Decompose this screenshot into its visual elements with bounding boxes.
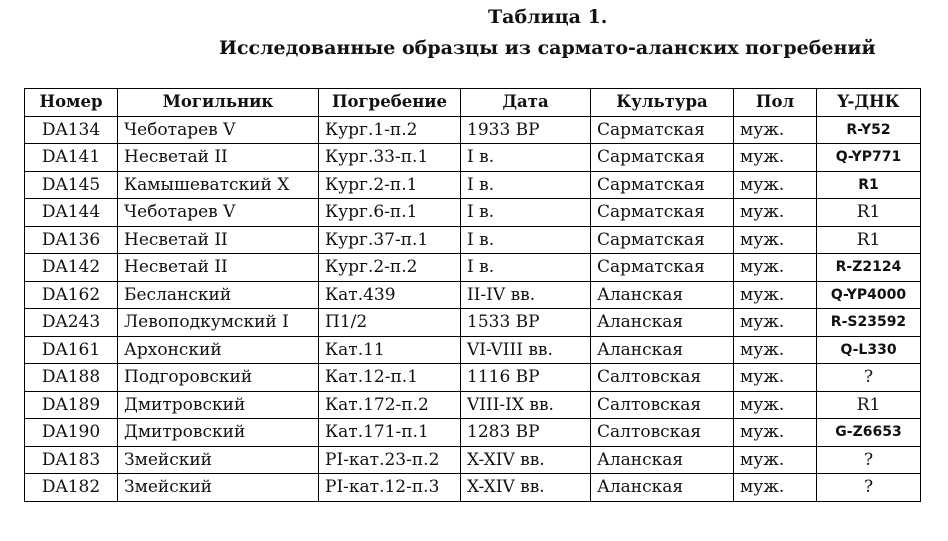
cell-sex: муж. [734, 364, 817, 392]
cell-sex: муж. [734, 336, 817, 364]
cell-site: Змейский [118, 474, 319, 502]
cell-ydna: Q-L330 [817, 336, 921, 364]
cell-number: DA161 [25, 336, 118, 364]
cell-sex: муж. [734, 419, 817, 447]
cell-number: DA134 [25, 116, 118, 144]
cell-sex: муж. [734, 391, 817, 419]
cell-site: Несветай II [118, 254, 319, 282]
cell-culture: Салтовская [591, 364, 734, 392]
cell-ydna: R1 [817, 199, 921, 227]
cell-culture: Аланская [591, 446, 734, 474]
cell-number: DA183 [25, 446, 118, 474]
table-number-title: Таблица 1. [488, 6, 608, 28]
cell-culture: Аланская [591, 336, 734, 364]
column-header-number: Номер [25, 89, 118, 117]
column-header-site: Могильник [118, 89, 319, 117]
cell-culture: Сарматская [591, 254, 734, 282]
cell-ydna: ? [817, 474, 921, 502]
column-header-culture: Культура [591, 89, 734, 117]
cell-culture: Аланская [591, 281, 734, 309]
table-row [25, 199, 921, 227]
cell-burial: Кург.37-п.1 [319, 226, 461, 254]
table-row [25, 446, 921, 474]
cell-number: DA142 [25, 254, 118, 282]
cell-number: DA162 [25, 281, 118, 309]
cell-burial: Кург.6-п.1 [319, 199, 461, 227]
cell-date: I в. [461, 171, 591, 199]
column-header-ydna: Y-ДНК [817, 89, 921, 117]
cell-burial: Кург.33-п.1 [319, 144, 461, 172]
cell-sex: муж. [734, 474, 817, 502]
cell-ydna: ? [817, 364, 921, 392]
cell-date: 1933 BP [461, 116, 591, 144]
table-row [25, 391, 921, 419]
cell-site: Чеботарев V [118, 116, 319, 144]
cell-number: DA136 [25, 226, 118, 254]
table-body [25, 116, 921, 501]
cell-culture: Сарматская [591, 199, 734, 227]
cell-sex: муж. [734, 144, 817, 172]
cell-site: Камышеватский X [118, 171, 319, 199]
column-header-date: Дата [461, 89, 591, 117]
cell-ydna: R-Y52 [817, 116, 921, 144]
table-row [25, 226, 921, 254]
cell-burial: Кург.1-п.2 [319, 116, 461, 144]
table-row [25, 144, 921, 172]
cell-culture: Салтовская [591, 391, 734, 419]
cell-culture: Салтовская [591, 419, 734, 447]
table-row [25, 116, 921, 144]
cell-culture: Сарматская [591, 171, 734, 199]
cell-culture: Аланская [591, 474, 734, 502]
cell-site: Несветай II [118, 144, 319, 172]
table-row [25, 281, 921, 309]
cell-date: X-XIV вв. [461, 474, 591, 502]
cell-burial: П1/2 [319, 309, 461, 337]
cell-number: DA182 [25, 474, 118, 502]
cell-site: Дмитровский [118, 391, 319, 419]
cell-site: Архонский [118, 336, 319, 364]
table-row [25, 309, 921, 337]
cell-culture: Сарматская [591, 144, 734, 172]
table-row [25, 171, 921, 199]
cell-burial: Кат.172-п.2 [319, 391, 461, 419]
cell-sex: муж. [734, 309, 817, 337]
cell-date: I в. [461, 254, 591, 282]
header-row [25, 89, 921, 117]
cell-sex: муж. [734, 226, 817, 254]
cell-number: DA190 [25, 419, 118, 447]
cell-ydna: R-Z2124 [817, 254, 921, 282]
cell-burial: Кат.171-п.1 [319, 419, 461, 447]
cell-date: 1283 BP [461, 419, 591, 447]
cell-ydna: ? [817, 446, 921, 474]
column-header-burial: Погребение [319, 89, 461, 117]
table-row [25, 254, 921, 282]
cell-sex: муж. [734, 446, 817, 474]
cell-sex: муж. [734, 199, 817, 227]
cell-date: 1533 BP [461, 309, 591, 337]
cell-date: X-XIV вв. [461, 446, 591, 474]
cell-burial: PI-кат.12-п.3 [319, 474, 461, 502]
cell-sex: муж. [734, 254, 817, 282]
cell-number: DA144 [25, 199, 118, 227]
table-row [25, 364, 921, 392]
column-header-sex: Пол [734, 89, 817, 117]
cell-site: Дмитровский [118, 419, 319, 447]
cell-number: DA141 [25, 144, 118, 172]
cell-date: 1116 BP [461, 364, 591, 392]
cell-date: I в. [461, 144, 591, 172]
table-row [25, 474, 921, 502]
table-caption: Исследованные образцы из сармато-аланских погребений [219, 37, 876, 59]
cell-ydna: Q-YP771 [817, 144, 921, 172]
cell-number: DA243 [25, 309, 118, 337]
cell-number: DA188 [25, 364, 118, 392]
table-row [25, 336, 921, 364]
cell-culture: Сарматская [591, 116, 734, 144]
cell-date: I в. [461, 226, 591, 254]
cell-burial: PI-кат.23-п.2 [319, 446, 461, 474]
cell-date: I в. [461, 199, 591, 227]
cell-date: VI-VIII вв. [461, 336, 591, 364]
cell-sex: муж. [734, 171, 817, 199]
cell-culture: Сарматская [591, 226, 734, 254]
cell-ydna: R1 [817, 391, 921, 419]
cell-site: Несветай II [118, 226, 319, 254]
cell-ydna: R1 [817, 171, 921, 199]
cell-burial: Кат.12-п.1 [319, 364, 461, 392]
cell-sex: муж. [734, 116, 817, 144]
cell-ydna: Q-YP4000 [817, 281, 921, 309]
cell-burial: Кат.439 [319, 281, 461, 309]
samples-table [24, 88, 921, 502]
cell-number: DA189 [25, 391, 118, 419]
cell-burial: Кург.2-п.1 [319, 171, 461, 199]
cell-site: Бесланский [118, 281, 319, 309]
cell-ydna: G-Z6653 [817, 419, 921, 447]
cell-site: Подгоровский [118, 364, 319, 392]
cell-date: II-IV вв. [461, 281, 591, 309]
cell-burial: Кат.11 [319, 336, 461, 364]
cell-ydna: R-S23592 [817, 309, 921, 337]
cell-sex: муж. [734, 281, 817, 309]
cell-ydna: R1 [817, 226, 921, 254]
cell-site: Чеботарев V [118, 199, 319, 227]
cell-culture: Аланская [591, 309, 734, 337]
cell-burial: Кург.2-п.2 [319, 254, 461, 282]
cell-date: VIII-IX вв. [461, 391, 591, 419]
cell-number: DA145 [25, 171, 118, 199]
table-row [25, 419, 921, 447]
cell-site: Змейский [118, 446, 319, 474]
cell-site: Левоподкумский I [118, 309, 319, 337]
